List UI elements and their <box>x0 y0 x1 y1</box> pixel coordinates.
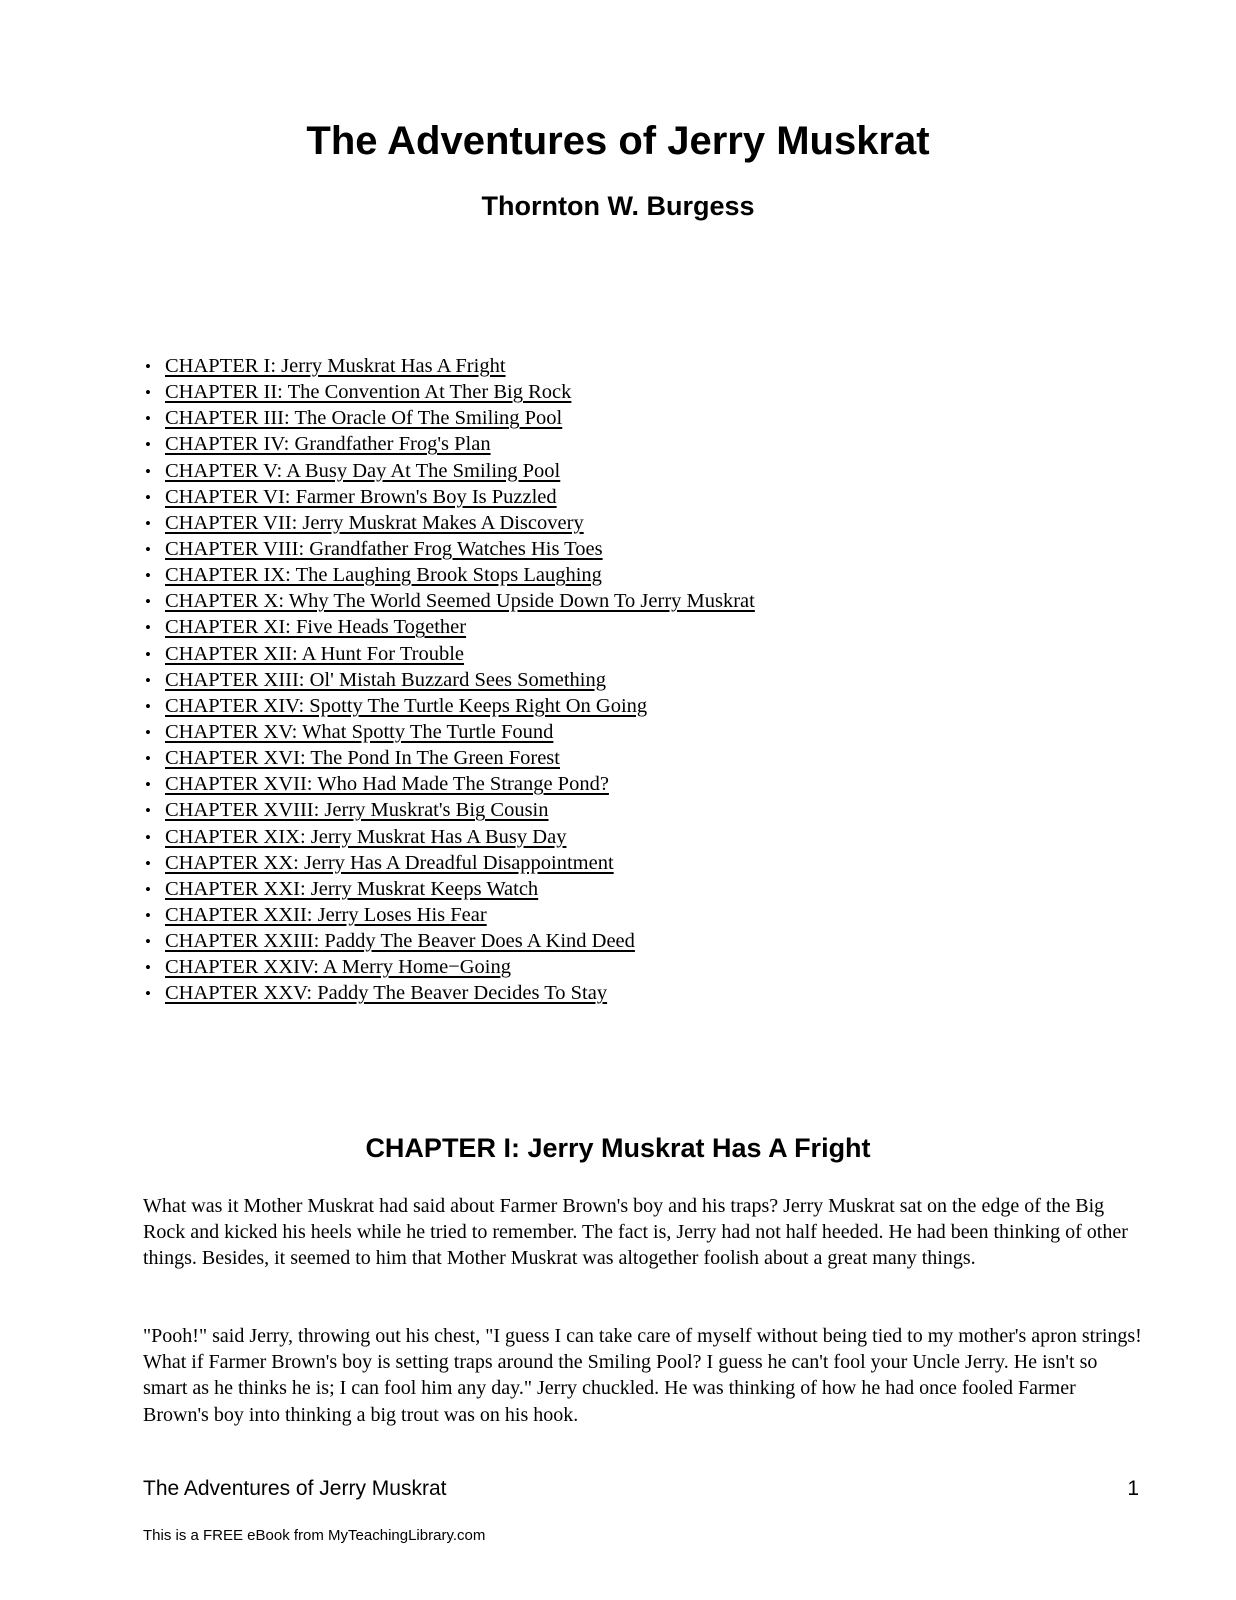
toc-item <box>145 954 1045 980</box>
toc-item <box>145 667 1045 693</box>
toc-item <box>145 850 1045 876</box>
toc-item <box>145 719 1045 745</box>
toc-link-chapter-19[interactable]: CHAPTER XIX: Jerry Muskrat Has A Busy Day <box>165 825 567 848</box>
toc-item <box>145 510 1045 536</box>
bullet-icon: • <box>145 644 151 664</box>
bullet-icon: • <box>145 592 151 612</box>
bullet-icon: • <box>145 461 151 481</box>
bullet-icon: • <box>145 566 151 586</box>
toc-link-chapter-15[interactable]: CHAPTER XV: What Spotty The Turtle Found <box>165 720 554 743</box>
book-author: Thornton W. Burgess <box>481 191 755 221</box>
toc-item <box>145 797 1045 823</box>
toc-link-chapter-2[interactable]: CHAPTER II: The Convention At Ther Big Rock <box>165 381 572 404</box>
toc-item <box>145 405 1045 431</box>
toc-item <box>145 588 1045 614</box>
toc-link-chapter-9[interactable]: CHAPTER IX: The Laughing Brook Stops Laughing <box>165 564 602 587</box>
toc-item <box>145 458 1045 484</box>
toc-item <box>145 536 1045 562</box>
toc-item <box>145 431 1045 457</box>
bullet-icon: • <box>145 435 151 455</box>
chapter-paragraph: What was it Mother Muskrat had said about Farmer Brown's boy and his traps? Jerry Muskrat sat on the edge of the Big Rock and kicked his heels while he tried to remember. The fact is, Jerry had not half heeded. He had been thinking of other things. Besides, it seemed to him that Mother Muskrat was altogether foolish about a great many things. <box>143 1195 1128 1270</box>
chapter-paragraph: "Pooh!" said Jerry, throwing out his chest, "I guess I can take care of myself without being tied to my mother's apron strings! What if Farmer Brown's boy is setting traps around the Smiling Pool? I guess he can't fool your Uncle Jerry. He isn't so smart as he thinks he is; I can fool him any day." Jerry chuckled. He was thinking of how he had once fooled Farmer Brown's boy into thinking a big trout was on his hook. <box>143 1325 1142 1426</box>
bullet-icon: • <box>145 539 151 559</box>
bullet-icon: • <box>145 905 151 925</box>
footer-note: This is a FREE eBook from MyTeachingLibrary.com <box>143 1527 486 1544</box>
bullet-icon: • <box>145 696 151 716</box>
toc-item <box>145 745 1045 771</box>
toc-link-chapter-7[interactable]: CHAPTER VII: Jerry Muskrat Makes A Discovery <box>165 511 584 534</box>
table-of-contents <box>145 353 1045 1007</box>
toc-link-chapter-25[interactable]: CHAPTER XXV: Paddy The Beaver Decides To Stay <box>165 982 608 1005</box>
toc-item <box>145 484 1045 510</box>
toc-link-chapter-24[interactable]: CHAPTER XXIV: A Merry Home−Going <box>165 956 511 979</box>
bullet-icon: • <box>145 879 151 899</box>
bullet-icon: • <box>145 487 151 507</box>
bullet-icon: • <box>145 357 151 376</box>
bullet-icon: • <box>145 958 151 978</box>
toc-link-chapter-4[interactable]: CHAPTER IV: Grandfather Frog's Plan <box>165 433 491 456</box>
toc-link-chapter-21[interactable]: CHAPTER XXI: Jerry Muskrat Keeps Watch <box>165 877 539 900</box>
toc-item <box>145 562 1045 588</box>
bullet-icon: • <box>145 853 151 873</box>
bullet-icon: • <box>145 513 151 533</box>
toc-link-chapter-14[interactable]: CHAPTER XIV: Spotty The Turtle Keeps Right On Going <box>165 694 648 717</box>
toc-link-chapter-16[interactable]: CHAPTER XVI: The Pond In The Green Forest <box>165 747 560 770</box>
bullet-icon: • <box>145 749 151 769</box>
toc-link-chapter-8[interactable]: CHAPTER VIII: Grandfather Frog Watches His Toes <box>165 537 603 560</box>
toc-item <box>145 353 1045 379</box>
bullet-icon: • <box>145 409 151 429</box>
toc-link-chapter-5[interactable]: CHAPTER V: A Busy Day At The Smiling Pool <box>165 459 561 482</box>
chapter-heading: CHAPTER I: Jerry Muskrat Has A Fright <box>365 1133 871 1163</box>
toc-item <box>145 379 1045 405</box>
toc-item <box>145 980 1045 1006</box>
bullet-icon: • <box>145 827 151 847</box>
book-title: The Adventures of Jerry Muskrat <box>306 119 930 163</box>
footer-page-number: 1 <box>1127 1477 1139 1500</box>
toc-item <box>145 614 1045 640</box>
toc-item <box>145 693 1045 719</box>
toc-link-chapter-11[interactable]: CHAPTER XI: Five Heads Together <box>165 616 467 639</box>
toc-item <box>145 876 1045 902</box>
bullet-icon: • <box>145 801 151 821</box>
toc-link-chapter-18[interactable]: CHAPTER XVIII: Jerry Muskrat's Big Cousin <box>165 799 549 822</box>
toc-item <box>145 641 1045 667</box>
bullet-icon: • <box>145 775 151 795</box>
toc-link-chapter-1[interactable]: CHAPTER I: Jerry Muskrat Has A Fright <box>165 355 506 377</box>
footer-book-title: The Adventures of Jerry Muskrat <box>143 1477 447 1500</box>
toc-item <box>145 771 1045 797</box>
toc-link-chapter-23[interactable]: CHAPTER XXIII: Paddy The Beaver Does A Kind Deed <box>165 930 635 953</box>
toc-item <box>145 902 1045 928</box>
bullet-icon: • <box>145 984 151 1004</box>
toc-link-chapter-17[interactable]: CHAPTER XVII: Who Had Made The Strange Pond? <box>165 773 609 796</box>
toc-link-chapter-20[interactable]: CHAPTER XX: Jerry Has A Dreadful Disappointment <box>165 851 614 874</box>
toc-link-chapter-12[interactable]: CHAPTER XII: A Hunt For Trouble <box>165 642 465 665</box>
bullet-icon: • <box>145 670 151 690</box>
bullet-icon: • <box>145 618 151 638</box>
toc-item <box>145 824 1045 850</box>
bullet-icon: • <box>145 383 151 403</box>
toc-item <box>145 928 1045 954</box>
bullet-icon: • <box>145 722 151 742</box>
toc-link-chapter-10[interactable]: CHAPTER X: Why The World Seemed Upside Down To Jerry Muskrat <box>165 590 755 613</box>
toc-link-chapter-6[interactable]: CHAPTER VI: Farmer Brown's Boy Is Puzzled <box>165 485 557 508</box>
toc-link-chapter-22[interactable]: CHAPTER XXII: Jerry Loses His Fear <box>165 903 487 926</box>
toc-link-chapter-3[interactable]: CHAPTER III: The Oracle Of The Smiling Pool <box>165 407 563 430</box>
bullet-icon: • <box>145 932 151 952</box>
toc-link-chapter-13[interactable]: CHAPTER XIII: Ol' Mistah Buzzard Sees Something <box>165 668 606 691</box>
